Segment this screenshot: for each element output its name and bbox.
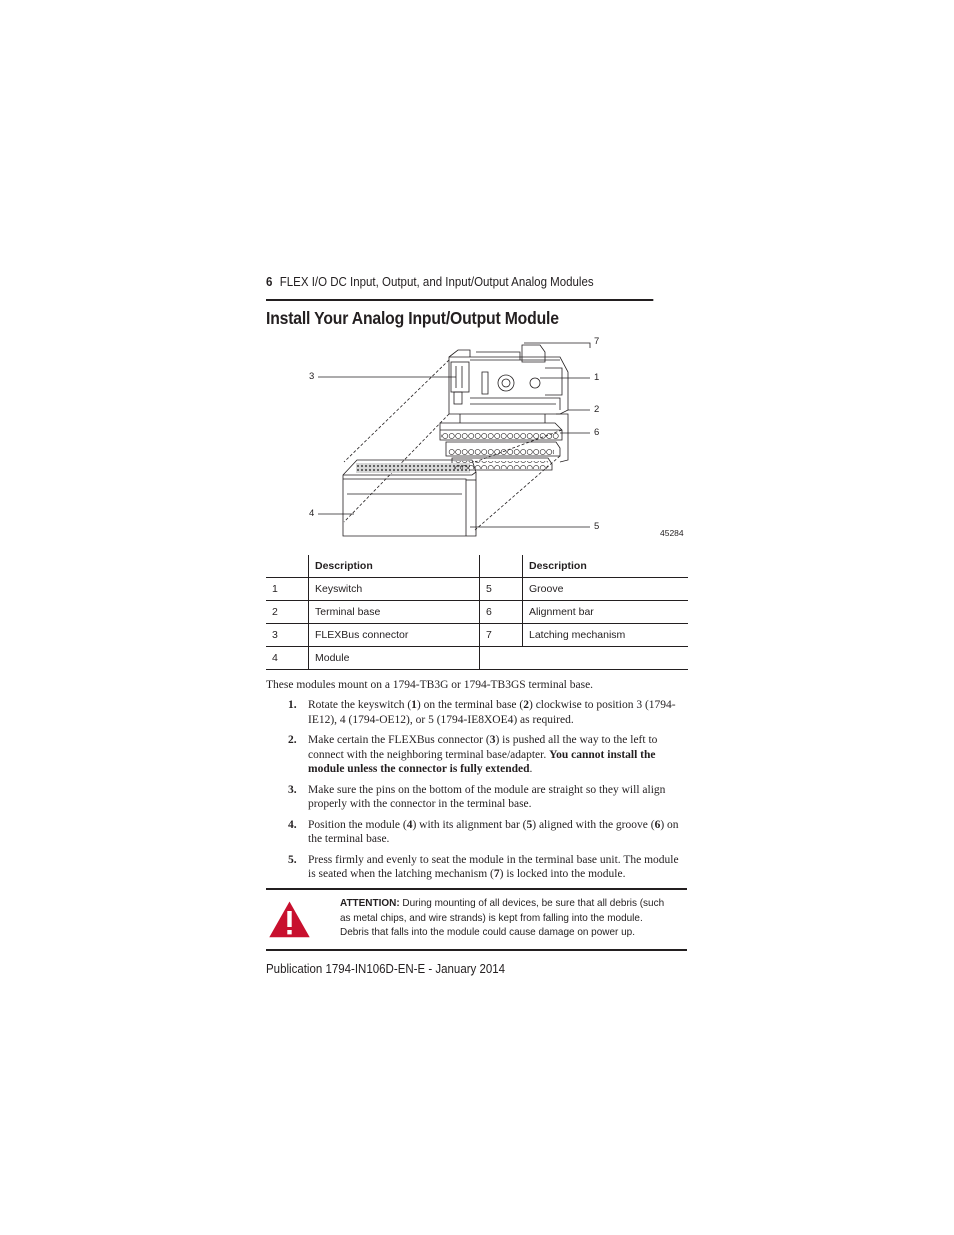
step-emphasis: 4 [406,818,413,831]
step-text: ) with its alignment bar ( [412,818,527,831]
callout-4: 4 [309,508,315,519]
keyswitch [498,375,514,391]
step-emphasis: 3 [489,734,496,746]
attention-box [266,888,687,951]
step-item [266,783,688,812]
section-title: Install Your Analog Input/Output Module [266,308,559,328]
table-row [266,578,688,601]
row-description [523,647,689,670]
row-description: Keyswitch [309,578,480,601]
step-number: 2. [288,734,297,746]
step-text: Rotate the keyswitch ( [308,699,412,711]
latching-mechanism [522,345,545,362]
step-number: 4. [288,818,297,831]
table-row [266,601,688,624]
step-emphasis: 2 [523,699,529,711]
callout-1: 1 [594,372,600,383]
figure-number: 45284 [660,528,684,538]
step-text: Make sure the pins on the bottom of the module are straight so they will align properly with the connector in the terminal base. [308,783,666,810]
publication-footer: Publication 1794-IN106D-EN-E - January 2014 [266,962,506,976]
step-emphasis: 1 [411,699,417,711]
step-number: 3. [288,783,297,796]
step-item [266,853,688,882]
terminal-base-outline [449,357,568,414]
callout-6: 6 [594,427,600,438]
installation-figure [300,333,640,543]
header-num [266,555,309,578]
attention-text [340,896,673,940]
attention-label: ATTENTION: [340,897,400,909]
step-item [266,733,688,777]
header-description: Description [309,555,480,578]
row-num: 5 [480,578,523,601]
row-num [480,647,523,670]
step-emphasis: 6 [654,818,661,831]
running-header [266,275,653,301]
row-num: 1 [266,578,309,601]
intro-paragraph: These modules mount on a 1794-TB3G or 1794-TB3GS terminal base. [266,679,594,691]
row-description: Groove [523,578,689,601]
table-header-row [266,555,688,578]
row-description: Terminal base [309,601,480,624]
row-num: 7 [480,624,523,647]
step-item [266,698,688,727]
step-item [266,818,688,847]
callout-7: 7 [594,336,600,347]
table-row [266,624,688,647]
row-num: 6 [480,601,523,624]
row-description: Latching mechanism [523,624,689,647]
callout-3: 3 [309,371,315,382]
page-number: 6 [266,275,273,289]
warning-triangle-icon [266,898,313,940]
step-number: 1. [288,699,297,711]
step-text: Position the module ( [308,818,407,831]
row-description: Module [309,647,480,670]
step-text: . [529,763,533,775]
step-text: ) is locked into the module. [499,868,626,880]
step-emphasis: You cannot install the module unless the connector is fully extended [308,748,656,775]
description-table [266,555,688,670]
step-emphasis: 7 [493,868,500,880]
row-description: FLEXBus connector [309,624,480,647]
header-description-2: Description [523,555,689,578]
step-text: ) clockwise to position 3 (1794-IE12), 4 (1794-OE12), or 5 (1794-IE8XOE4) as required. [308,699,676,726]
row-num: 2 [266,601,309,624]
row-description: Alignment bar [523,601,689,624]
header-num-2 [480,555,523,578]
table-row [266,647,688,670]
running-title: FLEX I/O DC Input, Output, and Input/Output Analog Modules [279,275,594,289]
leader-7 [524,343,590,348]
installation-steps [266,698,688,888]
step-emphasis: 5 [526,818,533,831]
step-text: Make certain the FLEXBus connector ( [308,734,490,746]
step-text: ) on the terminal base. [308,818,679,845]
row-num: 4 [266,647,309,670]
attention-body: During mounting of all devices, be sure that all debris (such as metal chips, and wire strands) is kept from falling into the module. Debris that falls into the module could cause damage on power up. [340,897,665,938]
step-number: 5. [288,853,297,866]
step-text: ) is pushed all the way to the left to connect with the neighboring terminal base/adapter. [308,734,658,761]
callout-5: 5 [594,521,600,532]
step-text: Press firmly and evenly to seat the module in the terminal base unit. The module is seated when the latching mechanism ( [308,853,679,880]
row-num: 3 [266,624,309,647]
step-text: ) aligned with the groove ( [532,818,655,831]
step-text: ) on the terminal base ( [416,699,524,711]
callout-2: 2 [594,404,600,415]
